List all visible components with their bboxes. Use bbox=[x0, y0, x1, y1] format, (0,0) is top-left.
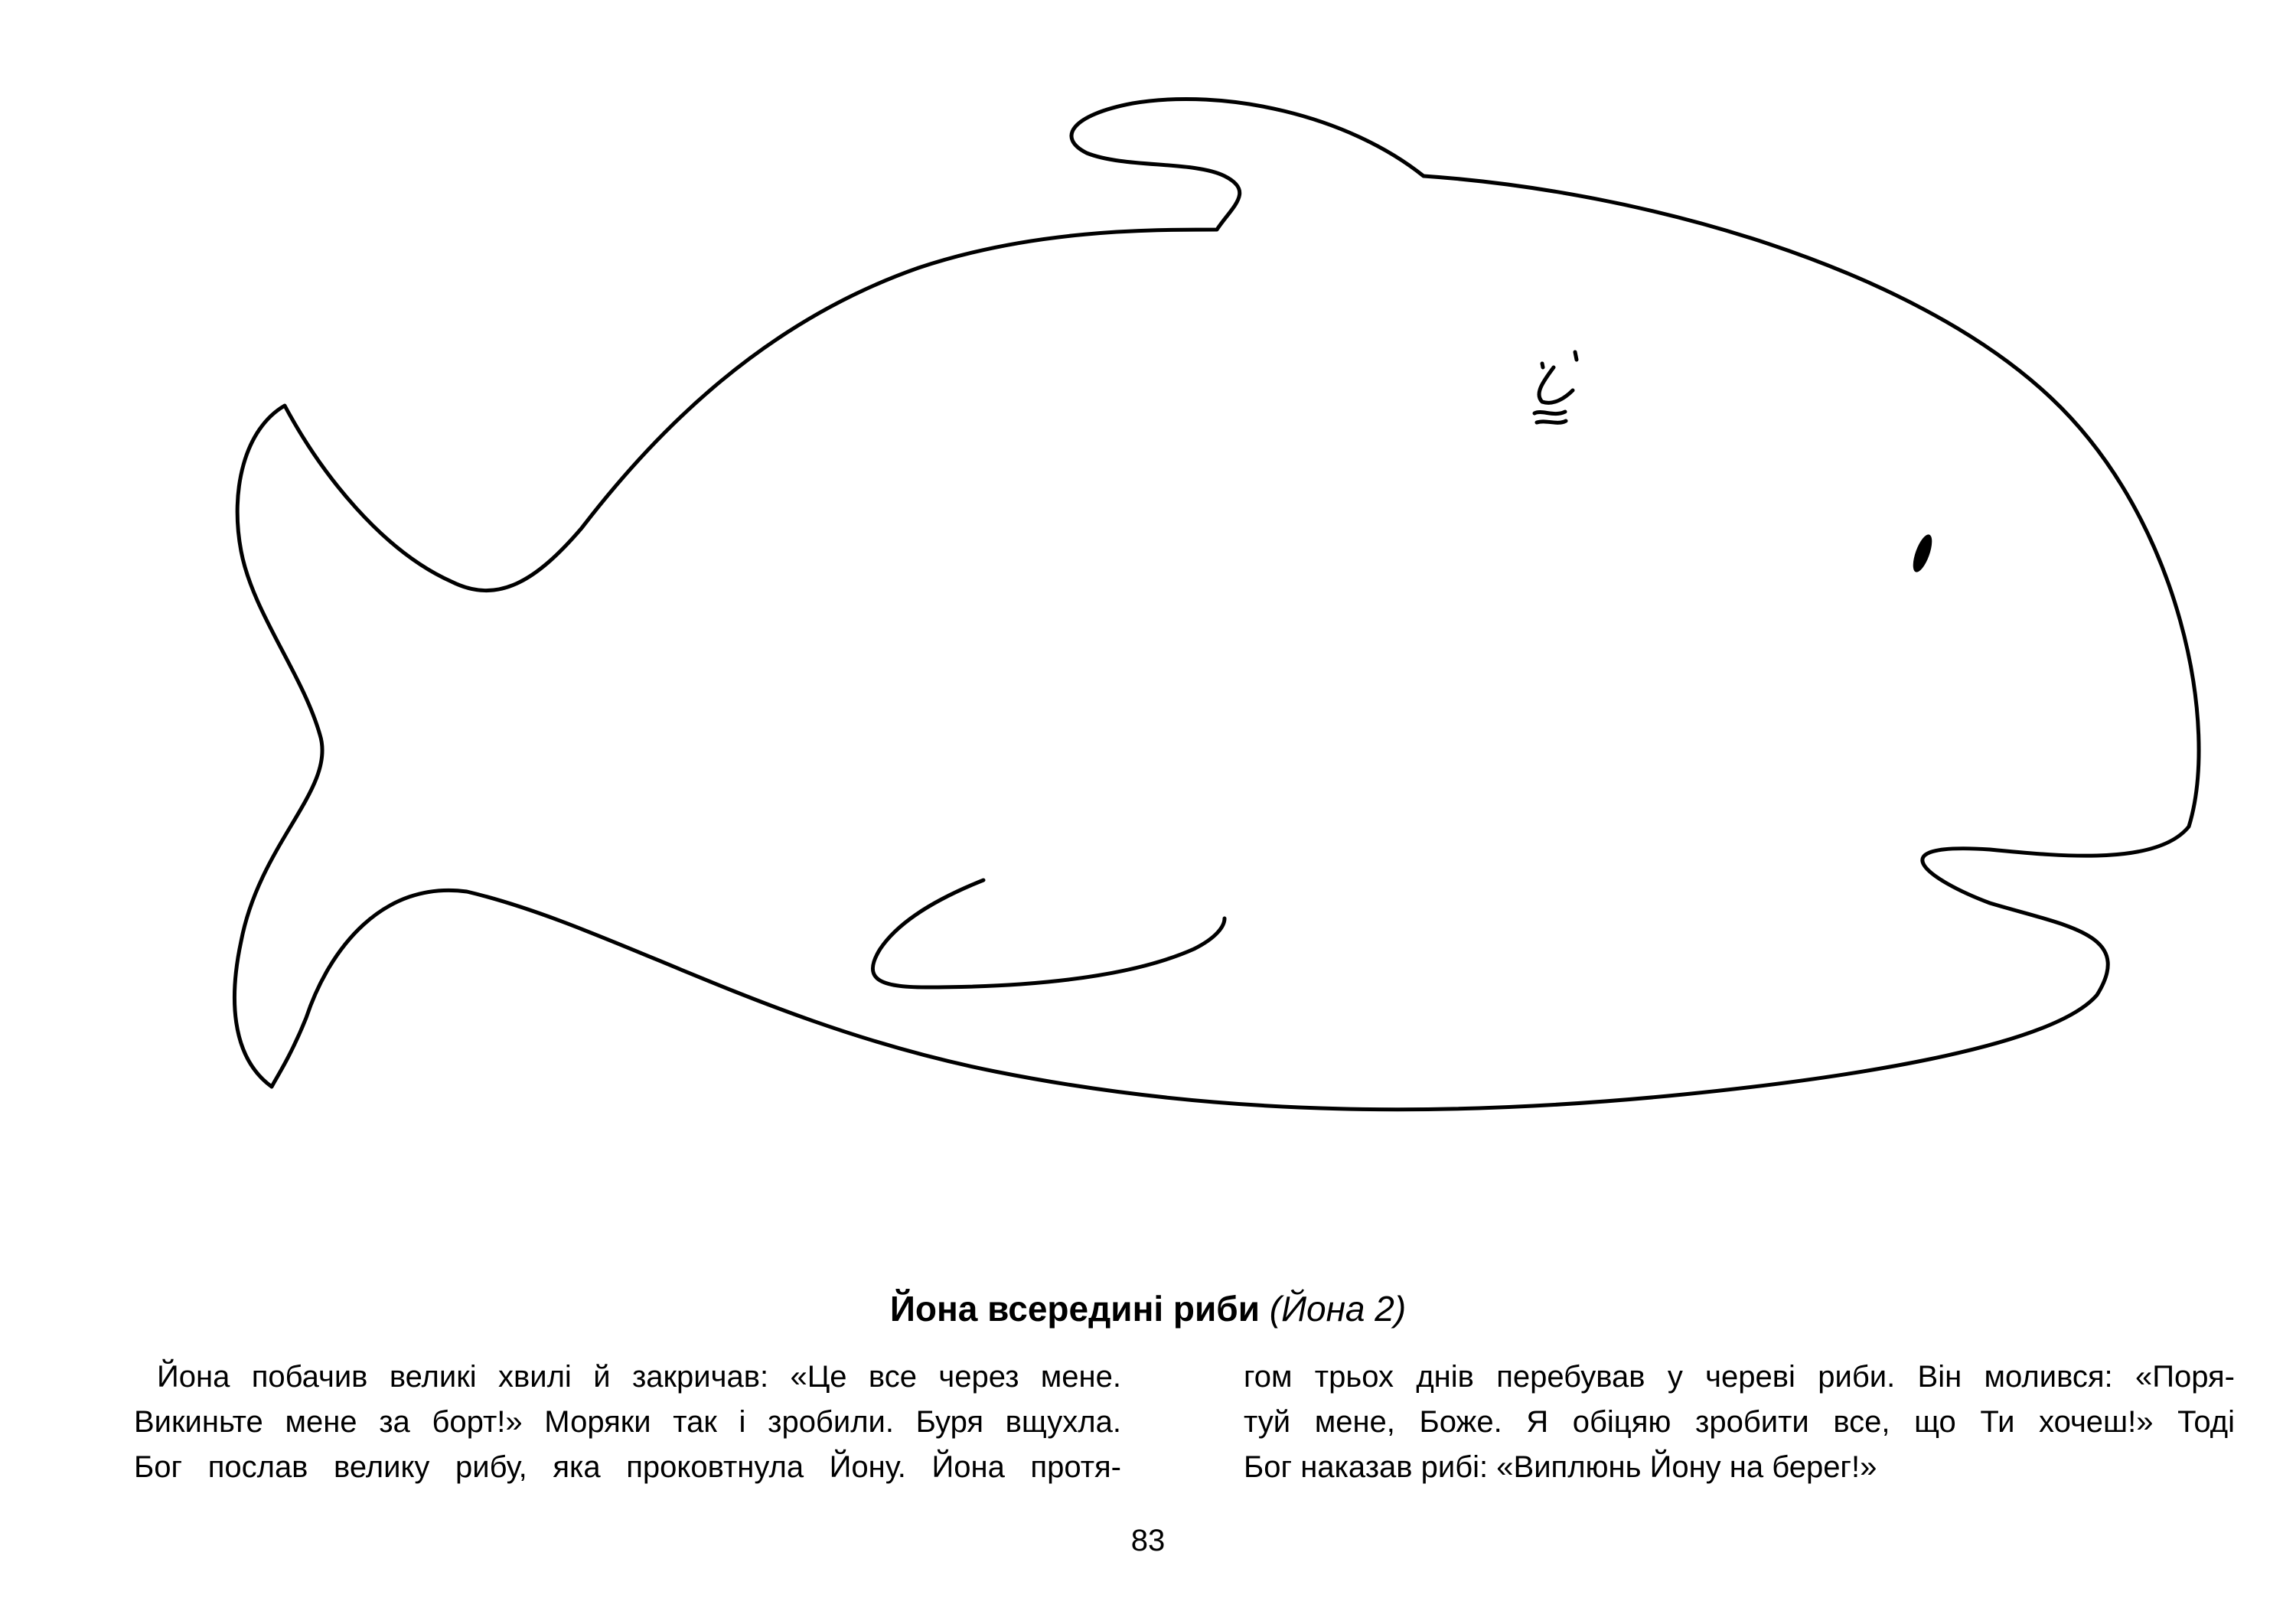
story-text-right-column bbox=[1244, 1355, 2235, 1490]
scripture-reference: (Йона 2) bbox=[1269, 1289, 1407, 1329]
story-title-text: Йона всередині риби bbox=[889, 1289, 1260, 1329]
whale-body-outline bbox=[234, 99, 2199, 1109]
story-line: Викиньте мене за борт!» Моряки так і зробили. Буря вщухла. bbox=[134, 1405, 1121, 1439]
story-line: туй мене, Боже. Я обіцяю зробити все, що Ти хочеш!» Тоді bbox=[1244, 1405, 2235, 1439]
story-line: Бог наказав рибі: «Виплюнь Йону на берег!» bbox=[1244, 1450, 1877, 1484]
story-line: Йона побачив великі хвилі й закричав: «Це все через мене. bbox=[157, 1360, 1121, 1394]
whale-fin-outline bbox=[872, 880, 1225, 987]
story-title bbox=[0, 1286, 2296, 1332]
story-text-left-column bbox=[134, 1355, 1121, 1490]
jonah-small-figure bbox=[1534, 352, 1577, 422]
story-line: гом трьох днів перебував у череві риби. Він молився: «Поря- bbox=[1244, 1360, 2235, 1394]
whale-eye bbox=[1910, 532, 1936, 574]
story-line: Бог послав велику рибу, яка проковтнула Йону. Йона протя- bbox=[134, 1450, 1121, 1484]
page-number: 83 bbox=[1130, 1524, 1166, 1557]
